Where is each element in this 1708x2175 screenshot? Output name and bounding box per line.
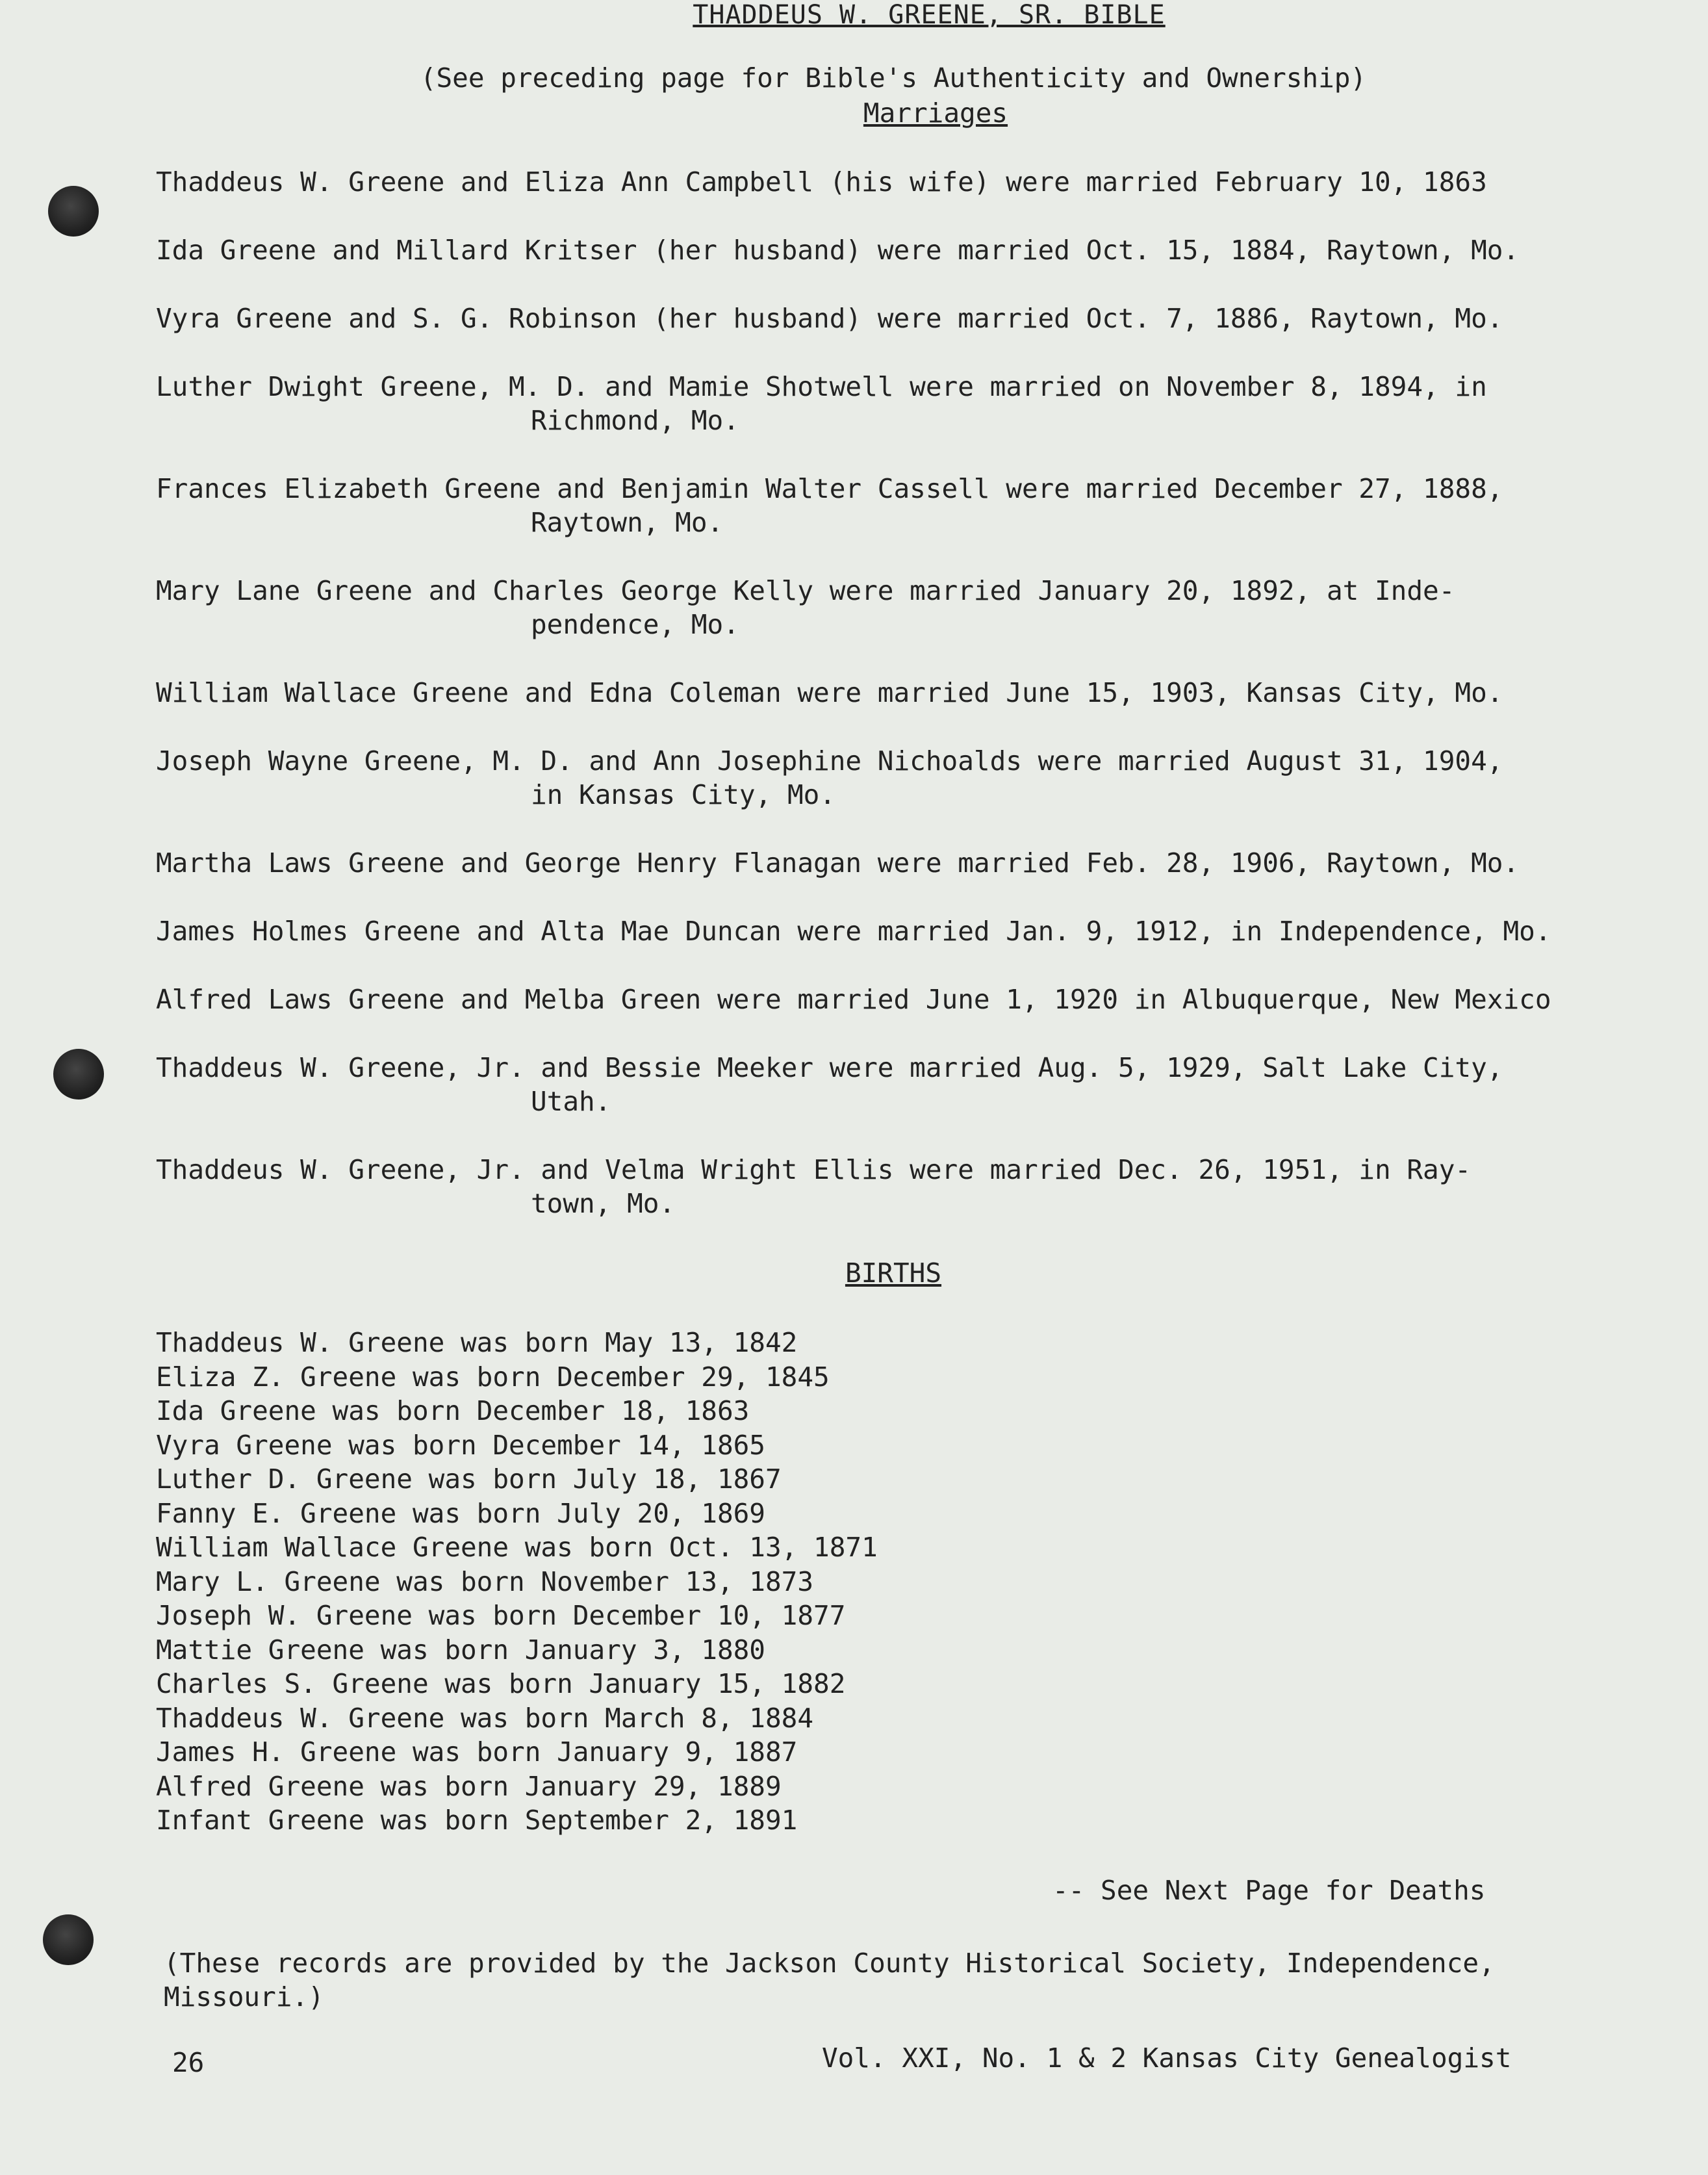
marriage-line: Vyra Greene and S. G. Robinson (her husband) were married Oct. 7, 1886, Raytown, Mo. bbox=[156, 303, 1503, 334]
marriage-line-continued: Raytown, Mo. bbox=[531, 507, 724, 538]
marriage-line-continued: Richmond, Mo. bbox=[531, 405, 739, 436]
marriage-line: Ida Greene and Millard Kritser (her husband) were married Oct. 15, 1884, Raytown, Mo. bbox=[156, 235, 1520, 266]
marriage-entry bbox=[156, 574, 1670, 641]
marriage-entry bbox=[156, 983, 1670, 1016]
marriage-line: Thaddeus W. Greene, Jr. and Bessie Meeker were married Aug. 5, 1929, Salt Lake City, bbox=[156, 1052, 1503, 1083]
marriage-line-continued: in Kansas City, Mo. bbox=[531, 779, 835, 810]
marriage-line: Mary Lane Greene and Charles George Kelly were married January 20, 1892, at Inde- bbox=[156, 575, 1455, 606]
marriage-line: Thaddeus W. Greene, Jr. and Velma Wright Ellis were married Dec. 26, 1951, in Ray- bbox=[156, 1154, 1472, 1185]
birth-entry: Joseph W. Greene was born December 10, 1877 bbox=[156, 1600, 846, 1631]
marriage-entry bbox=[156, 914, 1670, 948]
marriage-line: James Holmes Greene and Alta Mae Duncan were married Jan. 9, 1912, in Independence, Mo. bbox=[156, 916, 1551, 947]
punch-hole bbox=[48, 186, 99, 237]
marriage-line-continued: pendence, Mo. bbox=[531, 609, 739, 640]
birth-entry: Charles S. Greene was born January 15, 1882 bbox=[156, 1668, 846, 1699]
marriage-entry bbox=[156, 233, 1670, 267]
marriage-entry bbox=[156, 676, 1670, 710]
marriage-entry bbox=[156, 1153, 1670, 1220]
birth-entry: Thaddeus W. Greene was born March 8, 1884 bbox=[156, 1702, 814, 1734]
marriage-line-continued: Utah. bbox=[531, 1086, 611, 1117]
marriage-entry bbox=[156, 744, 1670, 812]
punch-hole bbox=[53, 1049, 104, 1100]
marriage-line: Martha Laws Greene and George Henry Flanagan were married Feb. 28, 1906, Raytown, Mo. bbox=[156, 847, 1520, 879]
marriage-line: Frances Elizabeth Greene and Benjamin Walter Cassell were married December 27, 1888, bbox=[156, 473, 1503, 504]
page-title: THADDEUS W. GREENE, SR. BIBLE bbox=[693, 0, 1166, 30]
next-page-note: -- See Next Page for Deaths bbox=[1052, 1875, 1486, 1906]
birth-entry: Eliza Z. Greene was born December 29, 1845 bbox=[156, 1361, 830, 1393]
marriage-line: Thaddeus W. Greene and Eliza Ann Campbell (his wife) were married February 10, 1863 bbox=[156, 166, 1487, 198]
marriage-entry bbox=[156, 1051, 1670, 1118]
birth-entry: Ida Greene was born December 18, 1863 bbox=[156, 1395, 750, 1426]
marriage-entry bbox=[156, 846, 1670, 880]
marriage-line: Joseph Wayne Greene, M. D. and Ann Josephine Nichoalds were married August 31, 1904, bbox=[156, 745, 1503, 777]
marriages-heading: Marriages bbox=[863, 97, 1008, 129]
marriage-line: Alfred Laws Greene and Melba Green were married June 1, 1920 in Albuquerque, New Mexico bbox=[156, 984, 1551, 1015]
birth-entry: Mary L. Greene was born November 13, 1873 bbox=[156, 1565, 814, 1597]
marriage-line-continued: town, Mo. bbox=[531, 1188, 676, 1219]
births-list bbox=[156, 1326, 878, 1838]
marriage-line: William Wallace Greene and Edna Coleman were married June 15, 1903, Kansas City, Mo. bbox=[156, 677, 1503, 708]
source-footnote: (These records are provided by the Jackson County Historical Society, Independence, Missouri.) bbox=[164, 1948, 1495, 2013]
birth-entry: Infant Greene was born September 2, 1891 bbox=[156, 1805, 798, 1836]
birth-entry: Mattie Greene was born January 3, 1880 bbox=[156, 1634, 765, 1666]
page-subtitle: (See preceding page for Bible's Authenticity and Ownership) bbox=[420, 62, 1367, 94]
birth-entry: Alfred Greene was born January 29, 1889 bbox=[156, 1770, 782, 1802]
marriage-entry bbox=[156, 370, 1670, 437]
journal-citation: Vol. XXI, No. 1 & 2 Kansas City Genealogist bbox=[822, 2042, 1512, 2074]
marriage-entry bbox=[156, 302, 1670, 335]
birth-entry: James H. Greene was born January 9, 1887 bbox=[156, 1736, 798, 1768]
birth-entry: Thaddeus W. Greene was born May 13, 1842 bbox=[156, 1327, 798, 1358]
page-number: 26 bbox=[172, 2047, 205, 2078]
marriage-line: Luther Dwight Greene, M. D. and Mamie Shotwell were married on November 8, 1894, in bbox=[156, 371, 1487, 402]
marriage-entry bbox=[156, 165, 1670, 199]
birth-entry: Luther D. Greene was born July 18, 1867 bbox=[156, 1463, 782, 1495]
births-heading: BIRTHS bbox=[845, 1257, 942, 1289]
birth-entry: Vyra Greene was born December 14, 1865 bbox=[156, 1429, 765, 1461]
birth-entry: William Wallace Greene was born Oct. 13, 1871 bbox=[156, 1532, 878, 1563]
punch-hole bbox=[43, 1914, 94, 1965]
birth-entry: Fanny E. Greene was born July 20, 1869 bbox=[156, 1497, 765, 1529]
marriage-entry bbox=[156, 472, 1670, 539]
